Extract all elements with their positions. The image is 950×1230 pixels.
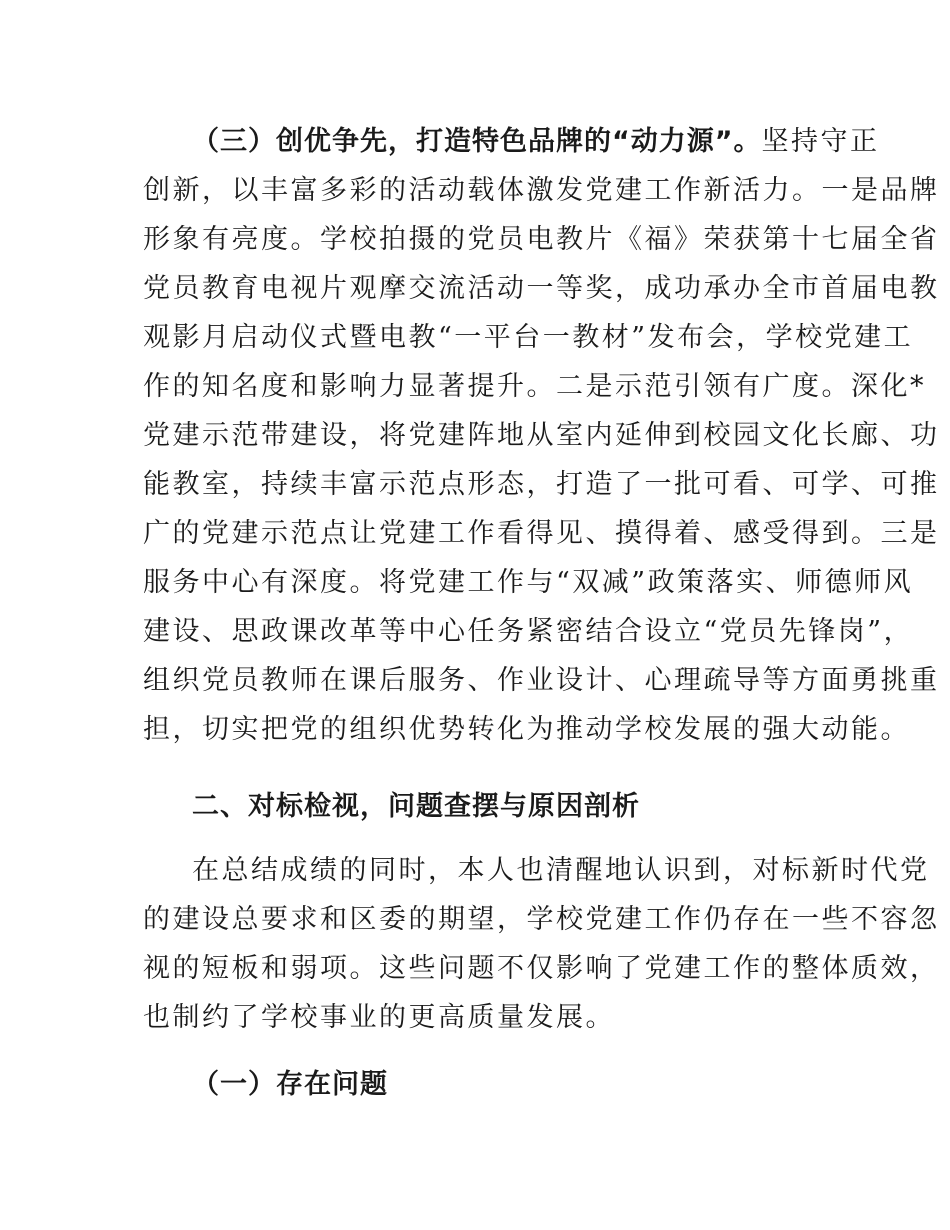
body-line: 也制约了学校事业的更高质量发展。	[143, 1002, 615, 1033]
part2-heading: 二、对标检视，问题查摆与原因剖析	[192, 791, 640, 822]
body-line: 作的知名度和影响力显著提升。二是示范引领有广度。深化*	[143, 371, 926, 402]
body-line: 形象有亮度。学校拍摄的党员电教片《福》荣获第十七届全省	[143, 224, 940, 255]
section3-heading: （三）创优争先，打造特色品牌的“动力源”。	[192, 126, 762, 157]
sub1-heading: （一）存在问题	[192, 1069, 388, 1100]
body-line: 服务中心有深度。将党建工作与“双减”政策落实、师德师风	[143, 567, 914, 598]
section3-first-line-text: 坚持守正	[761, 126, 880, 157]
body-line: 建设、思政课改革等中心任务紧密结合设立“党员先锋岗”，	[143, 616, 914, 647]
body-line: 组织党员教师在课后服务、作业设计、心理疏导等方面勇挑重	[143, 665, 940, 696]
body-line: 视的短板和弱项。这些问题不仅影响了党建工作的整体质效，	[143, 953, 940, 984]
body-line: 广的党建示范点让党建工作看得见、摸得着、感受得到。三是	[143, 518, 940, 549]
body-line: 在总结成绩的同时，本人也清醒地认识到，对标新时代党	[192, 855, 930, 886]
section3-first-line	[192, 124, 880, 160]
body-line: 创新，以丰富多彩的活动载体激发党建工作新活力。一是品牌	[143, 175, 940, 206]
body-line: 担，切实把党的组织优势转化为推动学校发展的强大动能。	[143, 714, 910, 745]
body-line: 观影月启动仪式暨电教“一平台一教材”发布会，学校党建工	[143, 322, 914, 353]
body-line: 党建示范带建设，将党建阵地从室内延伸到校园文化长廊、功	[143, 420, 940, 451]
body-line: 的建设总要求和区委的期望，学校党建工作仍存在一些不容忽	[143, 904, 940, 935]
body-line: 党员教育电视片观摩交流活动一等奖，成功承办全市首届电教	[143, 273, 940, 304]
body-line: 能教室，持续丰富示范点形态，打造了一批可看、可学、可推	[143, 469, 940, 500]
